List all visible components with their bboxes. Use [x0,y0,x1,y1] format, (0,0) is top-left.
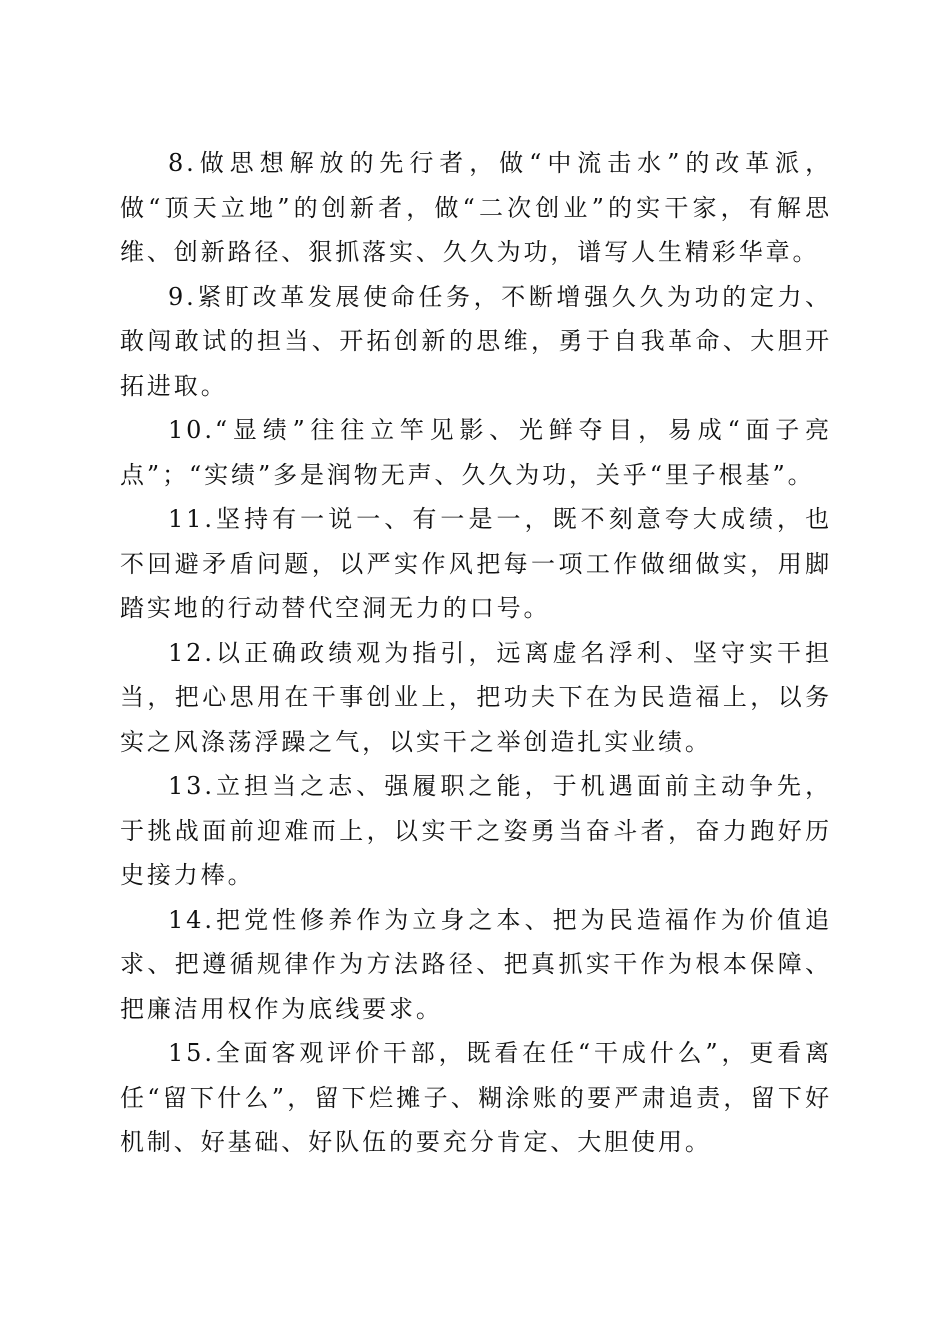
paragraph-12: 12.以正确政绩观为指引，远离虚名浮利、坚守实干担当，把心思用在干事创业上，把功夫下在为民造福上，以务实之风涤荡浮躁之气，以实干之举创造扎实业绩。 [120,638,832,756]
paragraph-14: 14.把党性修养作为立身之本、把为民造福作为价值追求、把遵循规律作为方法路径、把真抓实干作为根本保障、把廉洁用权作为底线要求。 [120,905,832,1023]
paragraph-13: 13.立担当之志、强履职之能，于机遇面前主动争先，于挑战面前迎难而上，以实干之姿勇当奋斗者，奋力跑好历史接力棒。 [120,772,832,889]
paragraph-11: 11.坚持有一说一、有一是一，既不刻意夸大成绩，也不回避矛盾问题，以严实作风把每一项工作做细做实，用脚踏实地的行动替代空洞无力的口号。 [120,505,832,622]
paragraph-10: 10.“显绩”往往立竿见影、光鲜夺目，易成“面子亮点”；“实绩”多是润物无声、久久为功，关乎“里子根基”。 [120,416,832,489]
paragraph-15: 15.全面客观评价干部，既看在任“干成什么”，更看离任“留下什么”，留下烂摊子、糊涂账的要严肃追责，留下好机制、好基础、好队伍的要充分肯定、大胆使用。 [120,1039,832,1156]
paragraph-8: 8.做思想解放的先行者，做“中流击水”的改革派，做“顶天立地”的创新者，做“二次创业”的实干家，有解思维、创新路径、狠抓落实、久久为功，谱写人生精彩华章。 [120,149,832,266]
document-body [120,141,832,1165]
paragraph-9: 9.紧盯改革发展使命任务，不断增强久久为功的定力、敢闯敢试的担当、开拓创新的思维，勇于自我革命、大胆开拓进取。 [120,282,832,400]
